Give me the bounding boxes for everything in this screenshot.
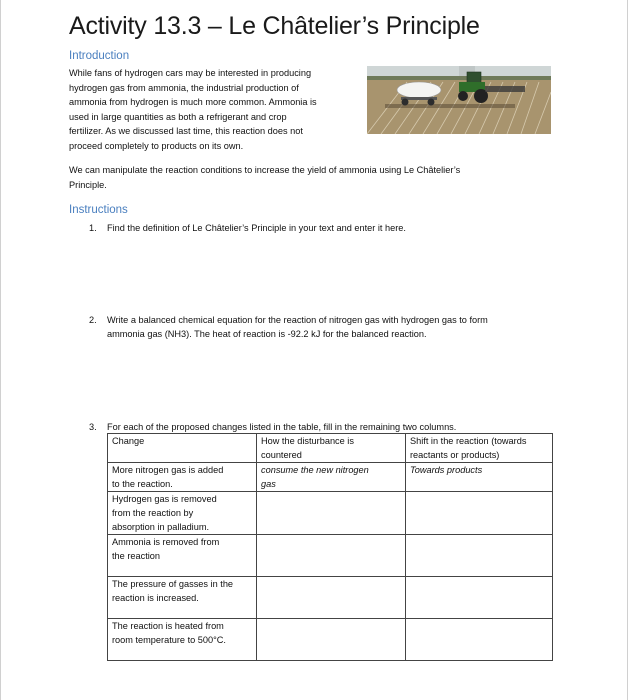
shift-cell[interactable] bbox=[406, 577, 553, 619]
table-row bbox=[108, 463, 553, 492]
text-line: While fans of hydrogen cars may be interested in producing bbox=[69, 68, 312, 78]
change-cell: Hydrogen gas is removed from the reaction by absorption in palladium. bbox=[108, 492, 257, 535]
item-number: 1. bbox=[89, 223, 97, 233]
introduction-paragraph bbox=[69, 66, 364, 154]
text-line: fertilizer. As we discussed last time, this reaction does not bbox=[69, 126, 303, 137]
countered-cell[interactable] bbox=[257, 619, 406, 661]
shift-cell[interactable] bbox=[406, 535, 553, 577]
header-change: Change bbox=[108, 434, 257, 463]
text-line: Principle. bbox=[69, 179, 107, 190]
header-shift: Shift in the reaction (towards reactants or products) bbox=[406, 434, 553, 463]
header-countered: How the disturbance is countered bbox=[257, 434, 406, 463]
shift-cell[interactable]: Towards products bbox=[406, 463, 553, 492]
introduction-heading: Introduction bbox=[69, 50, 130, 62]
shift-cell[interactable] bbox=[406, 492, 553, 535]
table-row bbox=[108, 619, 553, 661]
table-row bbox=[108, 577, 553, 619]
text-line: ammonia from hydrogen is much more common. Ammonia is bbox=[69, 97, 317, 108]
countered-cell[interactable]: consume the new nitrogen gas bbox=[257, 463, 406, 492]
change-cell: The pressure of gasses in the reaction is increased. bbox=[108, 577, 257, 619]
text-line: Find the definition of Le Châtelier’s Principle in your text and enter it here. bbox=[107, 223, 406, 233]
instructions-heading: Instructions bbox=[69, 204, 128, 216]
tractor-field-photo bbox=[367, 66, 551, 134]
table-row bbox=[108, 535, 553, 577]
page-title: Activity 13.3 – Le Châtelier’s Principle bbox=[69, 12, 480, 40]
yield-paragraph bbox=[69, 163, 539, 192]
item-number: 3. bbox=[89, 422, 97, 432]
text-line: Write a balanced chemical equation for the reaction of nitrogen gas with hydrogen gas to form bbox=[107, 315, 488, 325]
text-line: ammonia gas (NH3). The heat of reaction is -92.2 kJ for the balanced reaction. bbox=[107, 329, 427, 339]
change-cell: More nitrogen gas is added to the reaction. bbox=[108, 463, 257, 492]
text-line: hydrogen gas from ammonia, the industrial production of bbox=[69, 82, 299, 93]
countered-cell[interactable] bbox=[257, 535, 406, 577]
table-row bbox=[108, 492, 553, 535]
instruction-item-2 bbox=[89, 313, 559, 343]
instruction-item-1 bbox=[89, 221, 559, 237]
text-line: used in large quantities as both a refrigerant and crop bbox=[69, 111, 287, 122]
change-cell: Ammonia is removed from the reaction bbox=[108, 535, 257, 577]
countered-cell[interactable] bbox=[257, 577, 406, 619]
change-cell: The reaction is heated from room temperature to 500°C. bbox=[108, 619, 257, 661]
item-number: 2. bbox=[89, 315, 97, 325]
text-line: We can manipulate the reaction conditions to increase the yield of ammonia using Le Châtelier’s bbox=[69, 165, 461, 175]
text-line: For each of the proposed changes listed in the table, fill in the remaining two columns. bbox=[107, 422, 457, 432]
changes-table bbox=[107, 433, 553, 661]
shift-cell[interactable] bbox=[406, 619, 553, 661]
item-text bbox=[107, 420, 456, 434]
text-line: proceed completely to products on its own. bbox=[69, 140, 244, 151]
countered-cell[interactable] bbox=[257, 492, 406, 535]
table-header-row bbox=[108, 434, 553, 463]
item-text bbox=[107, 221, 406, 235]
item-text bbox=[107, 313, 488, 341]
